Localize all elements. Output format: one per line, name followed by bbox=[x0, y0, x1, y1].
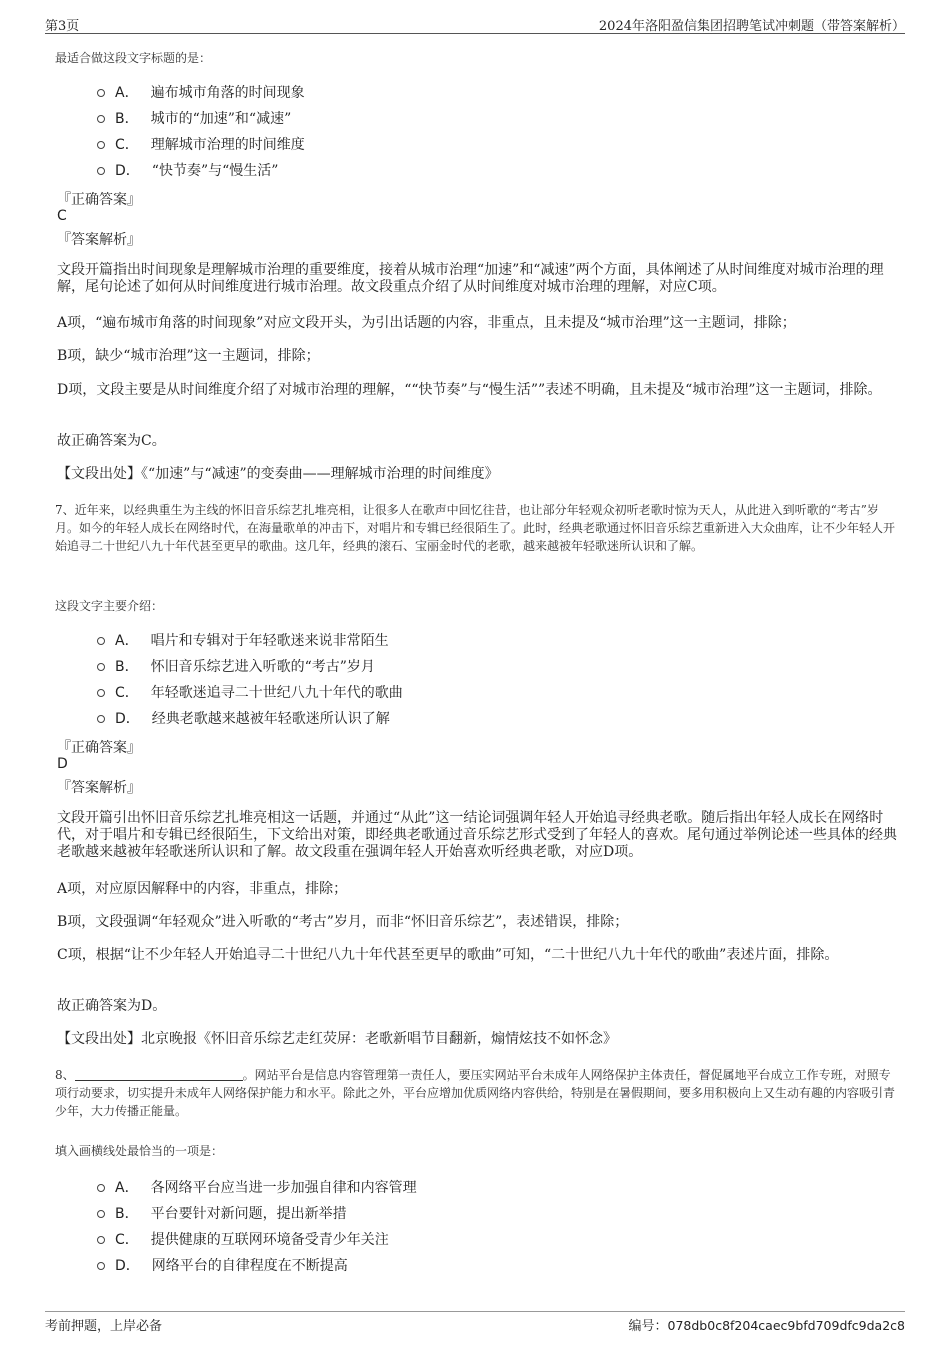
q8-option-a[interactable]: A． 各网络平台应当进一步加强自律和内容管理 bbox=[97, 1177, 417, 1197]
q7-analysis-main: 文段开篇引出怀旧音乐综艺扎堆亮相这一话题，并通过“从此”这一结论词强调年轻人开始追寻经典老歌。随后指出年轻人成长在网络时代，对于唱片和专辑已经很陌生，下文给出对策，即经典老歌通过音乐综艺形式受到了年轻人的喜欢。尾句通过举例论述一些具体的经典老歌越来越被年轻歌迷所认识和了解。故文段重在强调年轻人开始喜欢听经典老歌，对应D项。 bbox=[57, 810, 897, 860]
q7-analysis-c: C项，根据“让不少年轻人开始追寻二十世纪八九十年代甚至更早的歌曲”可知，“二十世纪八九十年代的歌曲”表述片面，排除。 bbox=[57, 947, 839, 963]
radio-icon[interactable] bbox=[97, 141, 105, 149]
page-number: 第3页 bbox=[45, 19, 80, 34]
radio-icon[interactable] bbox=[97, 167, 105, 175]
q7-conclusion: 故正确答案为D。 bbox=[57, 998, 167, 1014]
document-title: 2024年洛阳盈信集团招聘笔试冲刺题（带答案解析） bbox=[598, 19, 905, 34]
q8-option-c[interactable]: C． 提供健康的互联网环境备受青少年关注 bbox=[97, 1229, 389, 1249]
q6-prompt: 最适合做这段文字标题的是： bbox=[55, 51, 212, 65]
q6-option-a[interactable]: A． 遍布城市角落的时间现象 bbox=[97, 82, 305, 102]
radio-icon[interactable] bbox=[97, 663, 105, 671]
q7-answer: D bbox=[57, 756, 68, 772]
q8-option-b[interactable]: B． 平台要针对新问题，提出新举措 bbox=[97, 1203, 347, 1223]
q7-prompt: 这段文字主要介绍： bbox=[55, 599, 164, 613]
q6-option-d[interactable]: D． “快节奏”与“慢生活” bbox=[97, 160, 278, 180]
radio-icon[interactable] bbox=[97, 637, 105, 645]
q6-source: 【文段出处】《“加速”与“减速”的变奏曲——理解城市治理的时间维度》 bbox=[57, 466, 499, 482]
q6-analysis-a: A项，“遍布城市角落的时间现象”对应文段开头，为引出话题的内容，非重点，且未提及“城市治理”这一主题词，排除； bbox=[57, 315, 796, 331]
q6-answer: C bbox=[57, 208, 67, 224]
q6-analysis-d: D项，文段主要是从时间维度介绍了对城市治理的理解，““快节奏”与“慢生活””表述不明确，且未提及“城市治理”这一主题词，排除。 bbox=[57, 382, 882, 398]
q6-option-b[interactable]: B． 城市的“加速”和“减速” bbox=[97, 108, 291, 128]
q6-option-c[interactable]: C． 理解城市治理的时间维度 bbox=[97, 134, 305, 154]
q6-analysis-label: 『答案解析』 bbox=[57, 232, 141, 248]
radio-icon[interactable] bbox=[97, 1262, 105, 1270]
radio-icon[interactable] bbox=[97, 715, 105, 723]
q8-option-d[interactable]: D． 网络平台的自律程度在不断提高 bbox=[97, 1255, 348, 1275]
q7-option-a[interactable]: A． 唱片和专辑对于年轻歌迷来说非常陌生 bbox=[97, 630, 389, 650]
q7-source: 【文段出处】北京晚报《怀旧音乐综艺走红荧屏：老歌新唱节目翻新，煽情炫技不如怀念》 bbox=[57, 1031, 617, 1047]
page-header bbox=[45, 13, 905, 34]
q6-analysis-main: 文段开篇指出时间现象是理解城市治理的重要维度，接着从城市治理“加速”和“减速”两个方面，具体阐述了从时间维度对城市治理的理解，尾句论述了如何从时间维度进行城市治理。故文段重点介绍了从时间维度对城市治理的理解，对应C项。 bbox=[57, 262, 884, 295]
q7-analysis-a: A项，对应原因解释中的内容，非重点，排除； bbox=[57, 881, 348, 897]
q7-option-c[interactable]: C． 年轻歌迷追寻二十世纪八九十年代的歌曲 bbox=[97, 682, 403, 702]
radio-icon[interactable] bbox=[97, 1210, 105, 1218]
q8-prompt: 填入画横线处最恰当的一项是： bbox=[55, 1144, 224, 1158]
q6-analysis-b: B项，缺少“城市治理”这一主题词，排除； bbox=[57, 348, 320, 364]
q7-option-d[interactable]: D． 经典老歌越来越被年轻歌迷所认识了解 bbox=[97, 708, 390, 728]
radio-icon[interactable] bbox=[97, 1236, 105, 1244]
q7-analysis-label: 『答案解析』 bbox=[57, 780, 141, 796]
answer-blank bbox=[75, 1068, 243, 1081]
q6-conclusion: 故正确答案为C。 bbox=[57, 433, 166, 449]
q7-stem: 7、近年来，以经典重生为主线的怀旧音乐综艺扎堆亮相，让很多人在歌声中回忆往昔，也让部分年轻观众初听老歌时惊为天人，从此进入到听歌的“考古”岁月。如今的年轻人成长在网络时代，在海量歌单的冲击下，对唱片和专辑已经很陌生了。此时，经典老歌通过怀旧音乐综艺重新进入大众曲库，让不少年轻人开始追寻二十世纪八九十年代甚至更早的歌曲。这几年，经典的滚石、宝丽金时代的老歌，越来越被年轻歌迷所认识和了解。 bbox=[55, 503, 896, 553]
radio-icon[interactable] bbox=[97, 1184, 105, 1192]
q7-option-b[interactable]: B． 怀旧音乐综艺进入听歌的“考古”岁月 bbox=[97, 656, 375, 676]
q6-answer-label: 『正确答案』 bbox=[57, 192, 141, 208]
q7-analysis-b: B项，文段强调“年轻观众”进入听歌的“考古”岁月，而非“怀旧音乐综艺”，表述错误，排除； bbox=[57, 914, 629, 930]
radio-icon[interactable] bbox=[97, 689, 105, 697]
footer-slogan: 考前押题，上岸必备 bbox=[45, 1319, 163, 1334]
q8-stem: 8、 。网站平台是信息内容管理第一责任人，要压实网站平台未成年人网络保护主体责任，督促属地平台成立工作专班，对照专项行动要求，切实提升未成年人网络保护能力和水平。除此之外，平台应增加优质网络内容供给，特别是在暑假期间，要多用积极向上又生动有趣的内容吸引青少年，大力传播正能量。 bbox=[55, 1068, 896, 1118]
radio-icon[interactable] bbox=[97, 89, 105, 97]
page-footer bbox=[45, 1311, 905, 1334]
q7-answer-label: 『正确答案』 bbox=[57, 740, 141, 756]
footer-code: 编号：078db0c8f204caec9bfd709dfc9da2c8 bbox=[628, 1318, 905, 1334]
radio-icon[interactable] bbox=[97, 115, 105, 123]
